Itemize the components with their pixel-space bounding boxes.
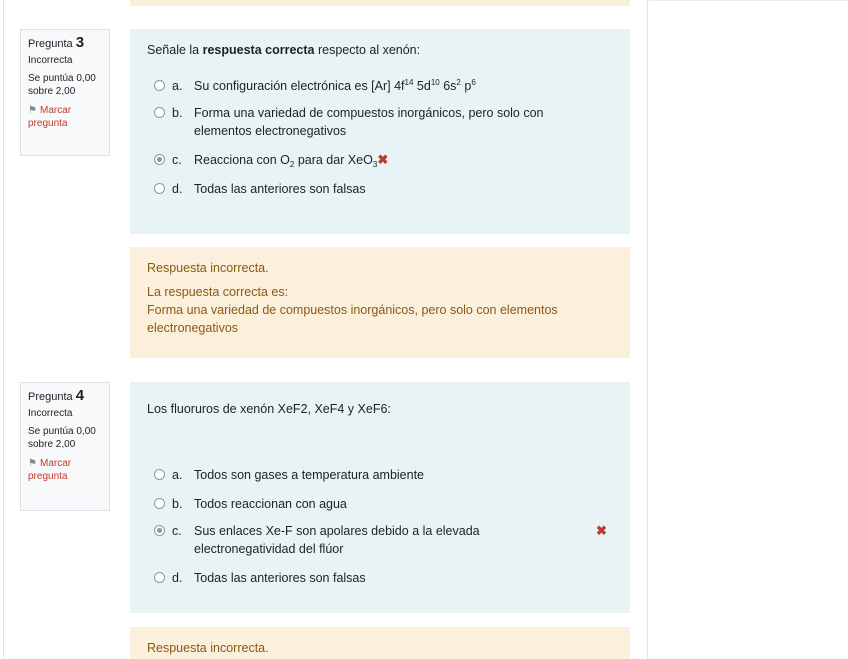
- incorrect-icon: ✖: [596, 523, 607, 538]
- question-grade: Se puntúa 0,00 sobre 2,00: [28, 426, 96, 450]
- question-number: Pregunta 3: [28, 34, 85, 51]
- question-state: Incorrecta: [28, 55, 73, 66]
- radio-a[interactable]: [154, 80, 165, 91]
- question-3-feedback: [130, 247, 630, 358]
- option-b[interactable]: b. Forma una variedad de compuestos inorgánicos, pero solo con elementos electronegativos: [147, 104, 614, 140]
- question-4-feedback: [130, 627, 630, 659]
- question-4-formulation: [130, 382, 630, 613]
- option-a-text: Todos son gases a temperatura ambiente: [194, 468, 424, 482]
- feedback-incorrect: Respuesta incorrecta.: [147, 261, 269, 275]
- radio-d[interactable]: [154, 572, 165, 583]
- feedback-right-answer: Forma una variedad de compuestos inorgánicos, pero solo con elementos electronegativos: [147, 303, 558, 335]
- radio-b[interactable]: [154, 107, 165, 118]
- flag-question-link[interactable]: ⚑ Marcar pregunta: [28, 105, 72, 129]
- question-text: Los fluoruros de xenón XeF2, XeF4 y XeF6:: [147, 402, 391, 416]
- answer-options: [147, 77, 614, 198]
- question-grade: Se puntúa 0,00 sobre 2,00: [28, 73, 96, 97]
- option-b-text: Todos reaccionan con agua: [194, 497, 347, 511]
- radio-a[interactable]: [154, 469, 165, 480]
- option-d[interactable]: d. Todas las anteriores son falsas: [147, 180, 614, 198]
- flag-question-link[interactable]: ⚑ Marcar pregunta: [28, 458, 72, 482]
- question-4-info: [20, 382, 110, 511]
- option-a[interactable]: a. Todos son gases a temperatura ambiente: [147, 466, 614, 484]
- radio-d[interactable]: [154, 183, 165, 194]
- previous-question-feedback: [130, 0, 630, 6]
- feedback-right-label: La respuesta correcta es:: [147, 285, 289, 299]
- option-c-text: Reacciona con $O_2$ para dar XeO$_3$✖: [194, 152, 389, 169]
- flag-icon: ⚑: [28, 458, 37, 469]
- option-d-text: Todas las anteriores son falsas: [194, 571, 366, 585]
- question-number: Pregunta 4: [28, 387, 85, 404]
- radio-c-selected[interactable]: [154, 154, 165, 165]
- radio-b[interactable]: [154, 498, 165, 509]
- option-a[interactable]: a. Su configuración electrónica es [Ar] $4f^{14}$ $5d^{10}$ $6s^2$ $p^6$: [147, 77, 614, 95]
- question-3-formulation: [130, 29, 630, 234]
- option-b[interactable]: b. Todos reaccionan con agua: [147, 495, 614, 513]
- option-a-text: Su configuración electrónica es [Ar] $4f^{14}$ $5d^{10}$ $6s^2$ $p^6$: [194, 78, 476, 93]
- option-d[interactable]: d. Todas las anteriores son falsas: [147, 569, 614, 587]
- right-drawer-region: [649, 0, 848, 659]
- option-d-text: Todas las anteriores son falsas: [194, 182, 366, 196]
- option-c-text: Sus enlaces Xe-F son apolares debido a la elevada electronegatividad del flúor: [194, 524, 480, 556]
- incorrect-icon: ✖: [377, 152, 389, 167]
- answer-options: [147, 466, 614, 587]
- option-c[interactable]: c. Sus enlaces Xe-F son apolares debido a la elevada electronegatividad del flúor ✖: [147, 522, 614, 558]
- radio-c-selected[interactable]: [154, 525, 165, 536]
- option-b-text: Forma una variedad de compuestos inorgánicos, pero solo con elementos electronegativos: [194, 106, 544, 138]
- feedback-incorrect: Respuesta incorrecta.: [147, 641, 269, 655]
- question-3-info: [20, 29, 110, 156]
- question-state: Incorrecta: [28, 408, 73, 419]
- question-text: Señale la respuesta correcta respecto al xenón:: [147, 43, 421, 57]
- option-c[interactable]: c. Reacciona con $O_2$ para dar XeO$_3$✖: [147, 151, 614, 169]
- flag-icon: ⚑: [28, 105, 37, 116]
